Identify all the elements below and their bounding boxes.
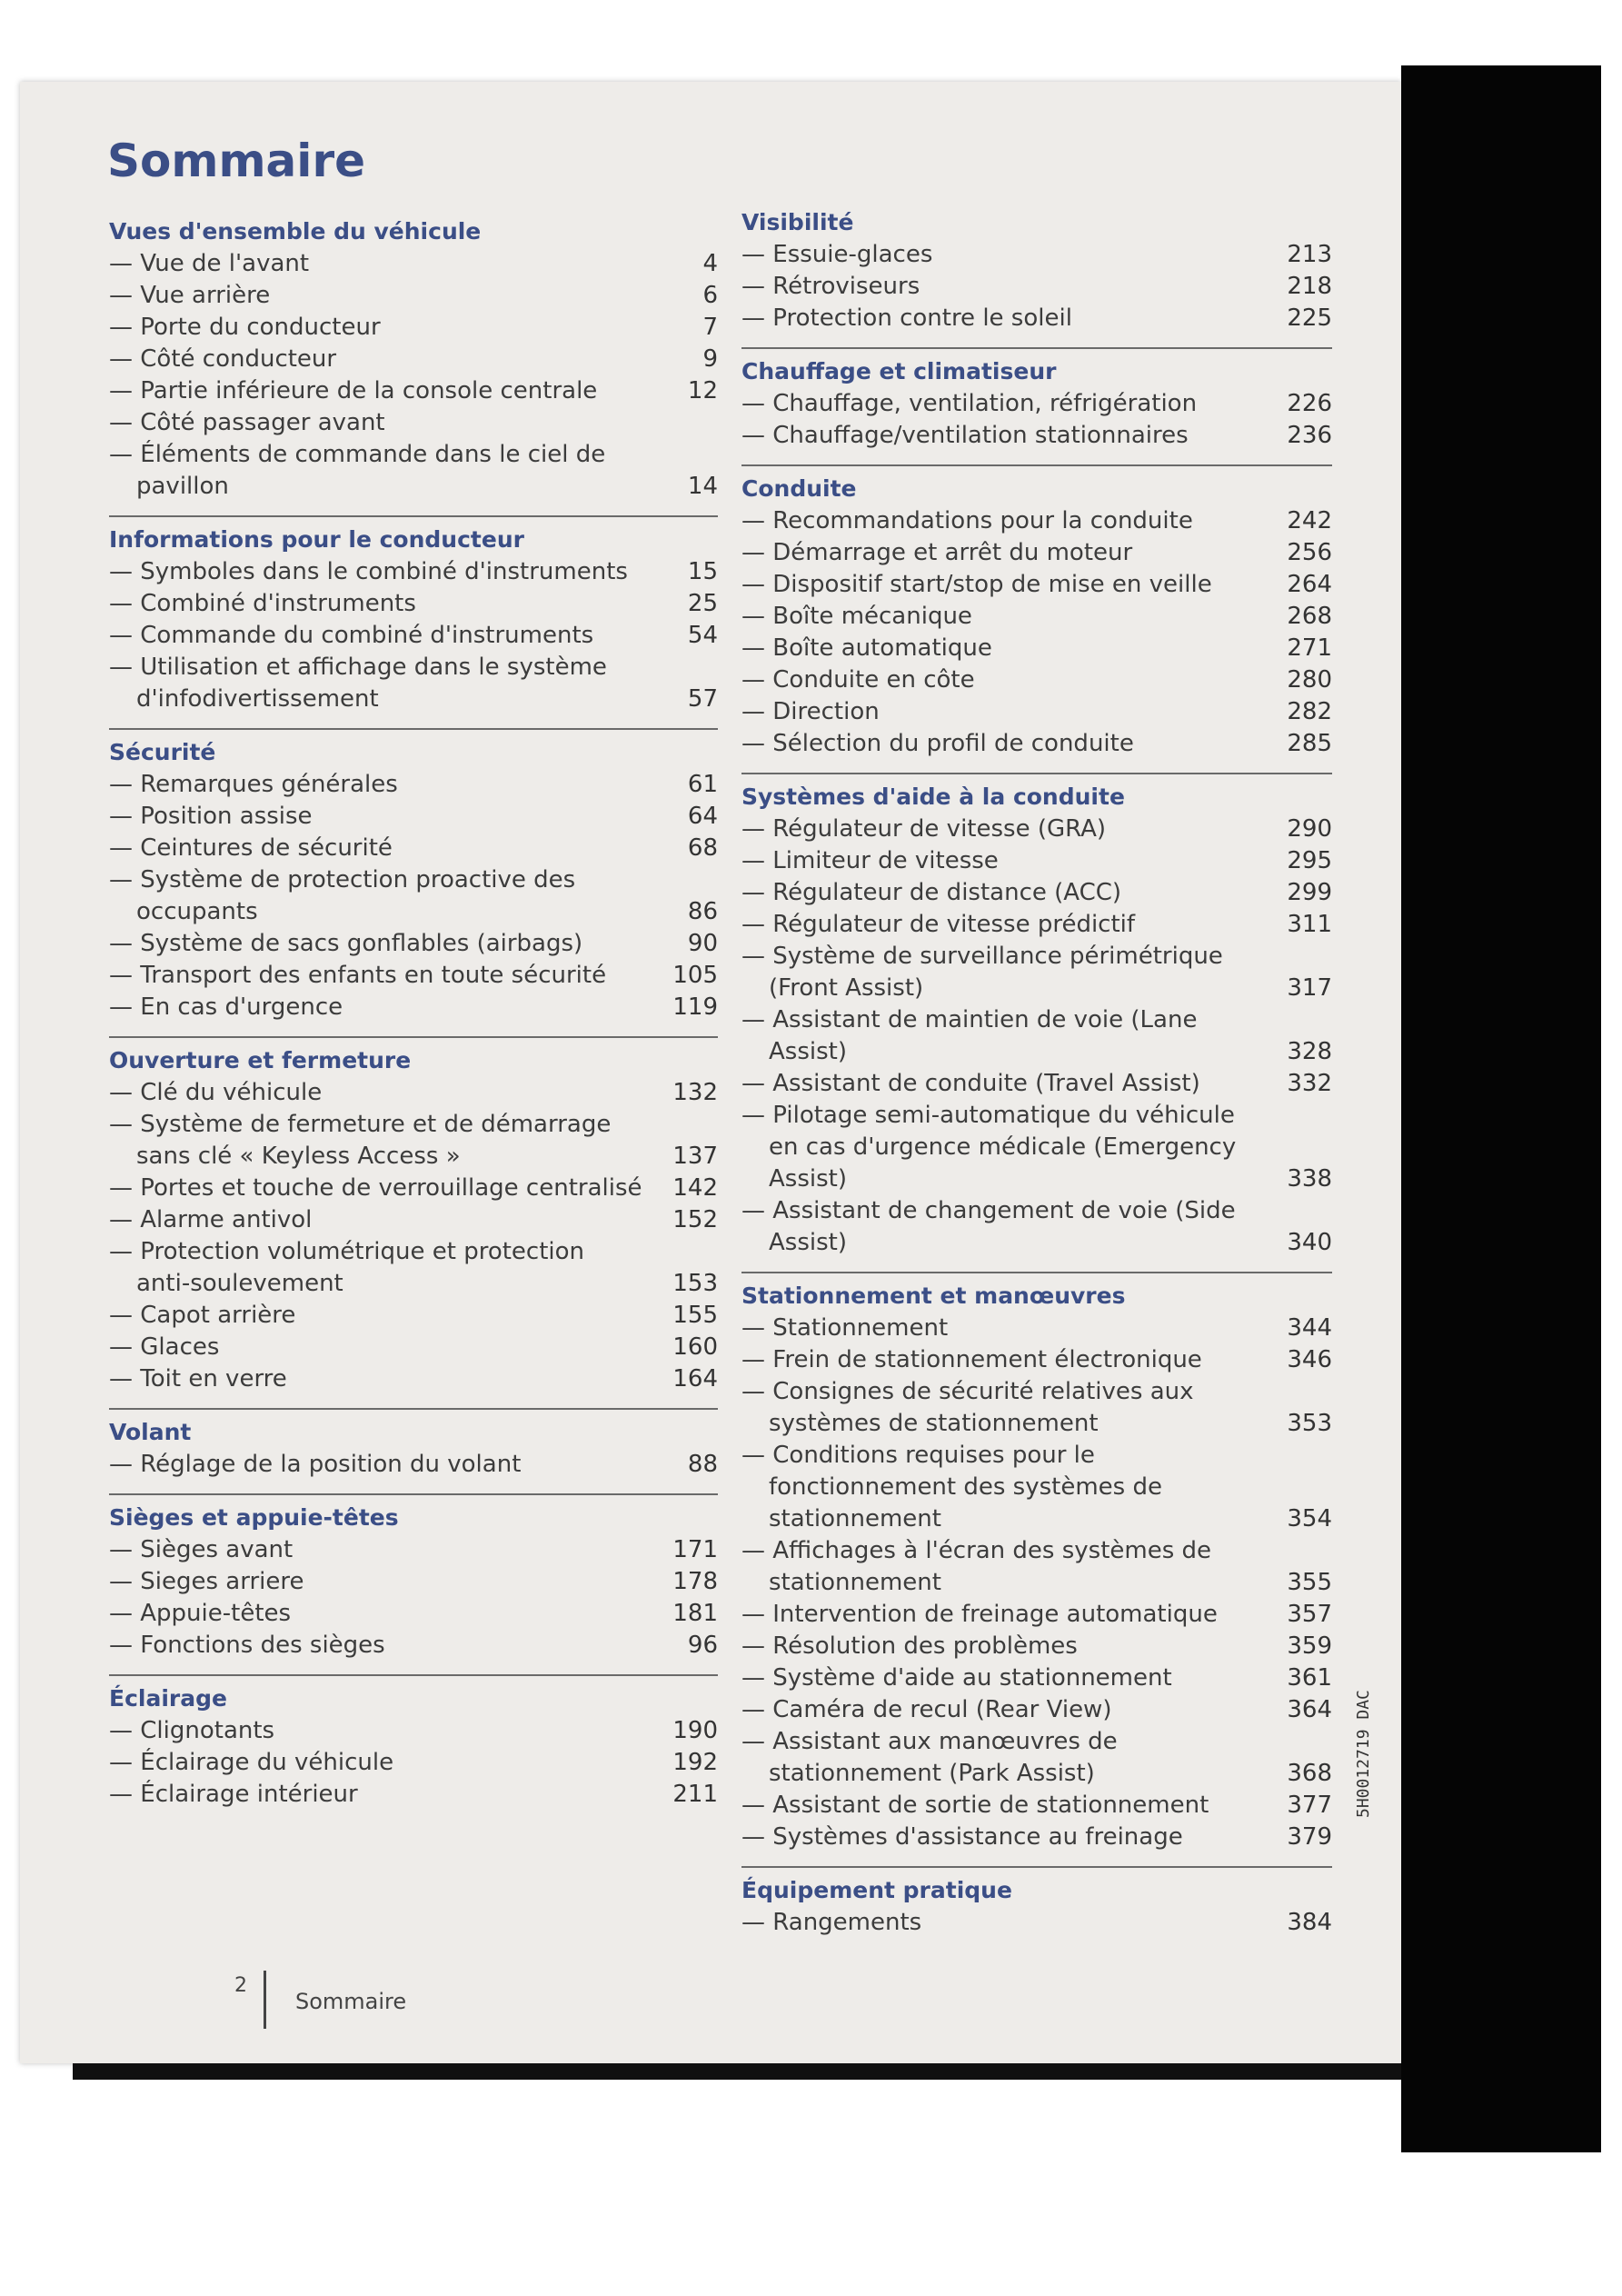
toc-section: [109, 1674, 718, 1811]
toc-entry[interactable]: [109, 652, 718, 715]
entry-label: — Fonctions des sièges: [109, 1630, 663, 1662]
entry-label: — Systèmes d'assistance au freinage: [741, 1822, 1278, 1853]
entry-page-number: 181: [672, 1600, 718, 1627]
entry-label: — Rétroviseurs: [741, 271, 1278, 303]
entry-label: — Consignes de sécurité relatives aux systèmes de stationnement: [741, 1376, 1278, 1440]
entry-page-number: 218: [1287, 273, 1332, 300]
entry-page-number: 295: [1287, 847, 1332, 874]
toc-entry[interactable]: [741, 814, 1332, 845]
toc-entry[interactable]: [109, 833, 718, 864]
toc-entry[interactable]: [741, 1822, 1332, 1853]
toc-section: [741, 209, 1332, 334]
toc-entry[interactable]: [109, 344, 718, 375]
entry-page-number: 7: [702, 314, 718, 341]
toc-entry[interactable]: [109, 1077, 718, 1109]
entry-label: — Clé du véhicule: [109, 1077, 663, 1109]
entry-label: — Boîte mécanique: [741, 601, 1278, 633]
entry-page-number: 190: [672, 1717, 718, 1744]
entry-page-number: 226: [1287, 390, 1332, 417]
entry-label: — Appuie-têtes: [109, 1598, 663, 1630]
entry-label: — Protection volumétrique et protection anti-soulevement: [109, 1236, 663, 1300]
toc-entry[interactable]: [109, 1566, 718, 1598]
entry-page-number: 290: [1287, 815, 1332, 843]
toc-entry[interactable]: [741, 941, 1332, 1004]
entry-label: — Assistant aux manœuvres de stationnement (Park Assist): [741, 1726, 1278, 1790]
document-code: 5H0012719 DAC: [1354, 1690, 1373, 1818]
toc-section: [109, 218, 718, 503]
entry-page-number: 153: [672, 1270, 718, 1297]
footer-label: Sommaire: [295, 1989, 407, 2014]
entry-label: — Clignotants: [109, 1715, 663, 1747]
toc-entry[interactable]: [109, 1173, 718, 1204]
entry-label: — Vue de l'avant: [109, 248, 663, 280]
entry-page-number: 54: [687, 622, 718, 649]
entry-page-number: 4: [702, 250, 718, 277]
toc-entry[interactable]: [741, 633, 1332, 664]
entry-label: — Essuie-glaces: [741, 239, 1278, 271]
entry-label: — Commande du combiné d'instruments: [109, 620, 663, 652]
entry-label: — Partie inférieure de la console centrale: [109, 375, 663, 407]
entry-page-number: 364: [1287, 1696, 1332, 1723]
page-number: 2: [234, 1974, 247, 1997]
entry-page-number: 155: [672, 1302, 718, 1329]
toc-entry[interactable]: [741, 664, 1332, 696]
entry-page-number: 357: [1287, 1601, 1332, 1628]
toc-entry[interactable]: [741, 505, 1332, 537]
entry-label: — En cas d'urgence: [109, 992, 663, 1023]
toc-left-column: [109, 218, 718, 1820]
entry-label: — Éléments de commande dans le ciel de pavillon: [109, 439, 663, 503]
entry-label: — Régulateur de distance (ACC): [741, 877, 1278, 909]
toc-entry[interactable]: [741, 1631, 1332, 1662]
entry-label: — Vue arrière: [109, 280, 663, 312]
toc-entry[interactable]: [741, 728, 1332, 760]
entry-label: — Régulateur de vitesse prédictif: [741, 909, 1278, 941]
toc-section: [741, 1272, 1332, 1853]
toc-entry[interactable]: [741, 569, 1332, 601]
toc-entry[interactable]: [741, 1726, 1332, 1790]
toc-entry[interactable]: [109, 312, 718, 344]
section-title: Vues d'ensemble du véhicule: [109, 218, 482, 245]
toc-section: [109, 1493, 718, 1662]
entry-label: — Ceintures de sécurité: [109, 833, 663, 864]
entry-page-number: 86: [687, 898, 718, 925]
toc-entry[interactable]: [741, 303, 1332, 334]
toc-entry[interactable]: [741, 1004, 1332, 1068]
toc-entry[interactable]: [109, 769, 718, 801]
entry-page-number: 236: [1287, 422, 1332, 449]
toc-entry[interactable]: [741, 1907, 1332, 1939]
entry-page-number: 14: [687, 473, 718, 500]
entry-label: — Sélection du profil de conduite: [741, 728, 1278, 760]
entry-page-number: 242: [1287, 507, 1332, 534]
entry-page-number: 164: [672, 1365, 718, 1393]
entry-page-number: 271: [1287, 634, 1332, 662]
entry-label: — Système de protection proactive des occupants: [109, 864, 663, 928]
entry-label: — Stationnement: [741, 1313, 1278, 1344]
entry-label: — Système d'aide au stationnement: [741, 1662, 1278, 1694]
entry-page-number: 256: [1287, 539, 1332, 566]
entry-label: — Dispositif start/stop de mise en veille: [741, 569, 1278, 601]
entry-label: — Alarme antivol: [109, 1204, 663, 1236]
entry-page-number: 6: [702, 282, 718, 309]
section-title: Chauffage et climatiseur: [741, 358, 1057, 384]
entry-page-number: 264: [1287, 571, 1332, 598]
page-title: Sommaire: [107, 135, 366, 187]
toc-section: [109, 515, 718, 715]
toc-entry[interactable]: [741, 420, 1332, 452]
entry-page-number: 68: [687, 834, 718, 862]
toc-entry[interactable]: [741, 388, 1332, 420]
entry-page-number: 96: [687, 1632, 718, 1659]
toc-section: [741, 1866, 1332, 1939]
entry-page-number: 88: [687, 1451, 718, 1478]
entry-page-number: 160: [672, 1333, 718, 1361]
entry-label: — Système de fermeture et de démarrage sans clé « Keyless Access »: [109, 1109, 663, 1173]
section-title: Éclairage: [109, 1685, 227, 1712]
entry-page-number: 361: [1287, 1664, 1332, 1692]
toc-entry[interactable]: [741, 239, 1332, 271]
toc-entry[interactable]: [741, 1599, 1332, 1631]
toc-section: [741, 464, 1332, 760]
entry-page-number: 152: [672, 1206, 718, 1233]
entry-label: — Côté passager avant: [109, 407, 663, 439]
toc-entry[interactable]: [109, 928, 718, 960]
toc-entry[interactable]: [109, 1534, 718, 1566]
toc-entry[interactable]: [109, 556, 718, 588]
entry-label: — Intervention de freinage automatique: [741, 1599, 1278, 1631]
entry-label: — Rangements: [741, 1907, 1278, 1939]
toc-entry[interactable]: [109, 1747, 718, 1779]
entry-page-number: 25: [687, 590, 718, 617]
section-title: Conduite: [741, 475, 857, 502]
entry-page-number: 213: [1287, 241, 1332, 268]
entry-label: — Combiné d'instruments: [109, 588, 663, 620]
entry-page-number: 137: [672, 1143, 718, 1170]
toc-entry[interactable]: [109, 801, 718, 833]
entry-label: — Conduite en côte: [741, 664, 1278, 696]
background-black-bar: [1401, 65, 1601, 2152]
toc-entry[interactable]: [109, 588, 718, 620]
entry-label: — Capot arrière: [109, 1300, 663, 1332]
toc-entry[interactable]: [109, 407, 718, 439]
entry-page-number: 225: [1287, 304, 1332, 332]
entry-page-number: 192: [672, 1749, 718, 1776]
toc-entry[interactable]: [741, 909, 1332, 941]
toc-entry[interactable]: [109, 1236, 718, 1300]
entry-label: — Assistant de maintien de voie (Lane Assist): [741, 1004, 1278, 1068]
entry-page-number: 132: [672, 1079, 718, 1106]
toc-entry[interactable]: [109, 1332, 718, 1363]
entry-label: — Protection contre le soleil: [741, 303, 1278, 334]
entry-label: — Affichages à l'écran des systèmes de stationnement: [741, 1535, 1278, 1599]
entry-label: — Toit en verre: [109, 1363, 663, 1395]
toc-entry[interactable]: [741, 696, 1332, 728]
toc-entry[interactable]: [109, 1204, 718, 1236]
toc-section: [109, 728, 718, 1023]
entry-label: — Pilotage semi-automatique du véhicule en cas d'urgence médicale (Emergency Assist): [741, 1100, 1278, 1195]
section-title: Stationnement et manœuvres: [741, 1283, 1126, 1309]
entry-page-number: 311: [1287, 911, 1332, 938]
entry-page-number: 299: [1287, 879, 1332, 906]
toc-entry[interactable]: [741, 1195, 1332, 1259]
toc-entry[interactable]: [741, 1100, 1332, 1195]
entry-label: — Sièges avant: [109, 1534, 663, 1566]
toc-entry[interactable]: [109, 1363, 718, 1395]
toc-section: [109, 1036, 718, 1395]
background-black-edge: [73, 2063, 1401, 2080]
toc-entry[interactable]: [109, 1300, 718, 1332]
toc-entry[interactable]: [741, 1068, 1332, 1100]
entry-label: — Recommandations pour la conduite: [741, 505, 1278, 537]
entry-label: — Chauffage/ventilation stationnaires: [741, 420, 1278, 452]
section-title: Sécurité: [109, 739, 216, 765]
entry-page-number: 282: [1287, 698, 1332, 725]
entry-label: — Limiteur de vitesse: [741, 845, 1278, 877]
entry-label: — Glaces: [109, 1332, 663, 1363]
entry-page-number: 355: [1287, 1569, 1332, 1596]
toc-entry[interactable]: [741, 271, 1332, 303]
toc-entry[interactable]: [109, 1449, 718, 1481]
toc-entry[interactable]: [109, 1109, 718, 1173]
entry-page-number: 15: [687, 558, 718, 585]
entry-page-number: 346: [1287, 1346, 1332, 1373]
entry-page-number: 105: [672, 962, 718, 989]
toc-entry[interactable]: [109, 1630, 718, 1662]
toc-section: [741, 773, 1332, 1259]
entry-page-number: 384: [1287, 1909, 1332, 1936]
entry-page-number: 142: [672, 1174, 718, 1202]
entry-label: — Assistant de conduite (Travel Assist): [741, 1068, 1278, 1100]
entry-page-number: 268: [1287, 603, 1332, 630]
section-title: Visibilité: [741, 209, 854, 235]
entry-label: — Boîte automatique: [741, 633, 1278, 664]
entry-page-number: 338: [1287, 1165, 1332, 1193]
entry-page-number: 9: [702, 345, 718, 373]
entry-label: — Éclairage du véhicule: [109, 1747, 663, 1779]
entry-page-number: 344: [1287, 1314, 1332, 1342]
toc-entry[interactable]: [741, 1535, 1332, 1599]
entry-label: — Conditions requises pour le fonctionnement des systèmes de stationnement: [741, 1440, 1278, 1535]
entry-label: — Direction: [741, 696, 1278, 728]
entry-page-number: 354: [1287, 1505, 1332, 1532]
entry-label: — Caméra de recul (Rear View): [741, 1694, 1278, 1726]
entry-label: — Transport des enfants en toute sécurité: [109, 960, 663, 992]
toc-entry[interactable]: [741, 1790, 1332, 1822]
toc-entry[interactable]: [109, 375, 718, 407]
section-title: Ouverture et fermeture: [109, 1047, 412, 1073]
toc-entry[interactable]: [109, 960, 718, 992]
section-title: Volant: [109, 1419, 192, 1445]
entry-page-number: 178: [672, 1568, 718, 1595]
entry-label: — Côté conducteur: [109, 344, 663, 375]
entry-label: — Éclairage intérieur: [109, 1779, 663, 1811]
entry-page-number: 90: [687, 930, 718, 957]
toc-right-column: [741, 209, 1332, 1948]
entry-label: — Résolution des problèmes: [741, 1631, 1278, 1662]
entry-label: — Remarques générales: [109, 769, 663, 801]
entry-page-number: 119: [672, 993, 718, 1021]
entry-page-number: 64: [687, 803, 718, 830]
entry-page-number: 12: [687, 377, 718, 404]
toc-entry[interactable]: [741, 877, 1332, 909]
toc-entry[interactable]: [109, 1598, 718, 1630]
entry-label: — Système de surveillance périmétrique (Front Assist): [741, 941, 1278, 1004]
entry-page-number: 57: [687, 685, 718, 713]
toc-entry[interactable]: [741, 1344, 1332, 1376]
section-title: Informations pour le conducteur: [109, 526, 524, 553]
section-title: Sièges et appuie-têtes: [109, 1504, 399, 1531]
entry-label: — Position assise: [109, 801, 663, 833]
toc-entry[interactable]: [741, 1440, 1332, 1535]
entry-page-number: 280: [1287, 666, 1332, 694]
entry-label: — Chauffage, ventilation, réfrigération: [741, 388, 1278, 420]
toc-entry[interactable]: [741, 601, 1332, 633]
entry-label: — Portes et touche de verrouillage centralisé: [109, 1173, 663, 1204]
entry-label: — Régulateur de vitesse (GRA): [741, 814, 1278, 845]
entry-label: — Assistant de changement de voie (Side Assist): [741, 1195, 1278, 1259]
entry-label: — Utilisation et affichage dans le système d'infodivertissement: [109, 652, 663, 715]
toc-entry[interactable]: [109, 248, 718, 280]
toc-entry[interactable]: [109, 992, 718, 1023]
entry-label: — Assistant de sortie de stationnement: [741, 1790, 1278, 1822]
section-title: Équipement pratique: [741, 1877, 1012, 1903]
entry-page-number: 211: [672, 1781, 718, 1808]
entry-label: — Système de sacs gonflables (airbags): [109, 928, 663, 960]
toc-section: [109, 1408, 718, 1481]
toc-entry[interactable]: [109, 620, 718, 652]
entry-page-number: 359: [1287, 1632, 1332, 1660]
toc-entry[interactable]: [109, 1715, 718, 1747]
toc-entry[interactable]: [741, 537, 1332, 569]
entry-label: — Frein de stationnement électronique: [741, 1344, 1278, 1376]
footer-divider: [264, 1971, 266, 2029]
toc-entry[interactable]: [109, 439, 718, 503]
entry-page-number: 332: [1287, 1070, 1332, 1097]
entry-label: — Symboles dans le combiné d'instruments: [109, 556, 663, 588]
toc-entry[interactable]: [741, 1694, 1332, 1726]
entry-page-number: 317: [1287, 974, 1332, 1002]
toc-section: [741, 347, 1332, 452]
entry-page-number: 340: [1287, 1229, 1332, 1256]
toc-entry[interactable]: [741, 1376, 1332, 1440]
toc-entry[interactable]: [109, 1779, 718, 1811]
entry-label: — Sieges arriere: [109, 1566, 663, 1598]
entry-page-number: 379: [1287, 1823, 1332, 1851]
entry-label: — Démarrage et arrêt du moteur: [741, 537, 1278, 569]
entry-label: — Réglage de la position du volant: [109, 1449, 663, 1481]
entry-label: — Porte du conducteur: [109, 312, 663, 344]
entry-page-number: 368: [1287, 1760, 1332, 1787]
entry-page-number: 171: [672, 1536, 718, 1563]
toc-entry[interactable]: [741, 1662, 1332, 1694]
section-title: Systèmes d'aide à la conduite: [741, 784, 1125, 810]
entry-page-number: 328: [1287, 1038, 1332, 1065]
entry-page-number: 61: [687, 771, 718, 798]
entry-page-number: 353: [1287, 1410, 1332, 1437]
toc-entry[interactable]: [741, 845, 1332, 877]
toc-entry[interactable]: [109, 864, 718, 928]
toc-entry[interactable]: [741, 1313, 1332, 1344]
toc-entry[interactable]: [109, 280, 718, 312]
entry-page-number: 377: [1287, 1792, 1332, 1819]
entry-page-number: 285: [1287, 730, 1332, 757]
